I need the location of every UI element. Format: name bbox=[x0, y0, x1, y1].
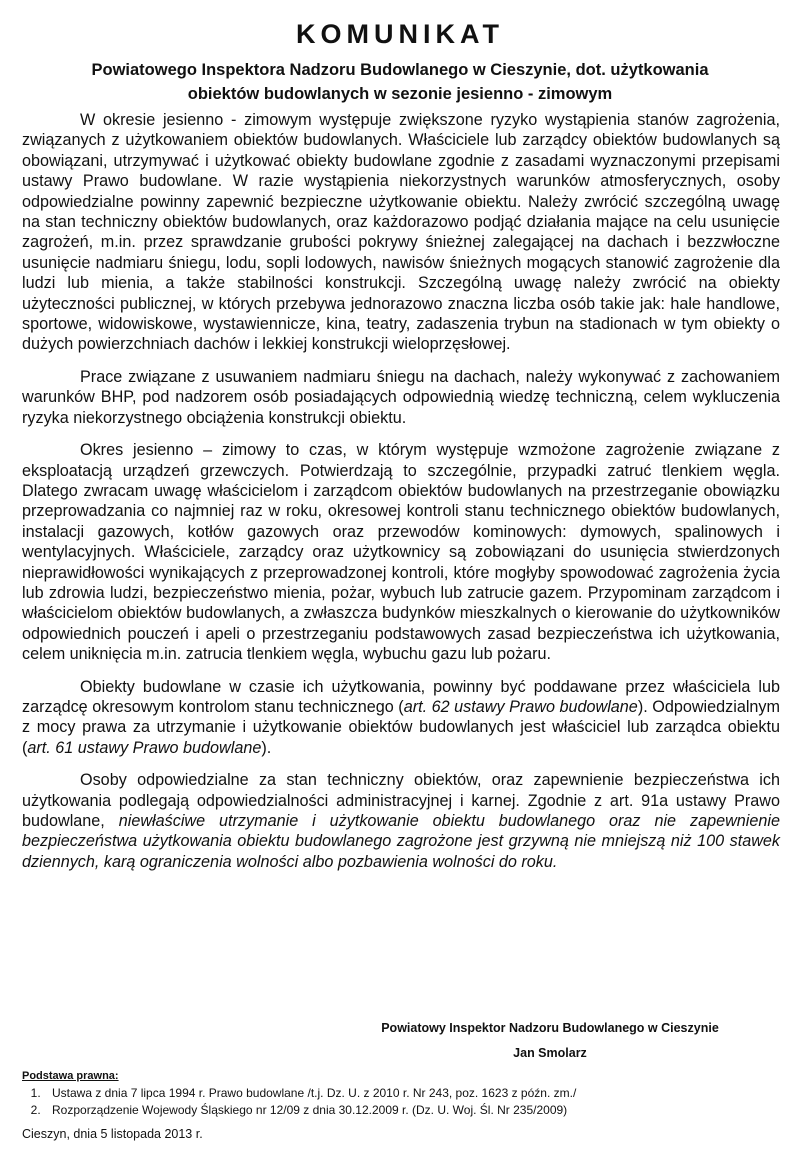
paragraph-4 bbox=[22, 677, 780, 759]
signature-name: Jan Smolarz bbox=[513, 1046, 587, 1060]
paragraph-5-text: Osoby odpowiedzialne za stan techniczny obiektów, oraz zapewnienie bezpieczeństwa ich użytkowania podlegają odpowiedzialności administracyjnej i karnej. Zgodnie z art. 91a ustawy Prawo budowlane, bbox=[22, 771, 780, 830]
legal-basis-title: Podstawa prawna: bbox=[22, 1070, 119, 1082]
paragraph-1: W okresie jesienno - zimowym występuje zwiększone ryzyko wystąpienia stanów zagrożenia, związanych z użytkowaniem obiektów budowlanych. Właściciele lub zarządcy obiektów budowlanych są obowiązani, utrzymywać i użytkować obiekty budowlane zgodnie z zasadami wyznaczonymi przepisami ustawy Prawo budowlane. W razie wystąpienia niekorzystnych warunków atmosferycznych, osoby odpowiedzialne powinny zapewnić bezpieczne użytkowanie obiektu. Należy zwrócić szczególną uwagę na stan techniczny obiektów budowlanych, oraz każdorazowo podjąć działania mające na celu usunięcie zagrożeń, m.in. przez sprawdzanie grubości pokrywy śnieżnej zalegającej na dachach i bezzwłoczne usunięcie nadmiaru śniegu, lodu, sopli lodowych, nawisów śnieżnych mogących stanowić zagrożenie dla ludzi lub mienia, a także stabilności konstrukcji. Szczególną uwagę należy zwrócić na obiekty użyteczności publicznej, w których przebywa jednorazowo znaczna liczba osób takie jak: hale handlowe, sportowe, widowiskowe, wystawiennicze, kina, teatry, zadaszenia trybun na stadionach w tym obiekty o dużych powierzchniach dachów i lekkiej konstrukcji wieloprzęsłowej. bbox=[22, 111, 780, 354]
document-subtitle bbox=[40, 58, 760, 106]
legal-basis-list bbox=[22, 1085, 782, 1119]
paragraph-4-text-b: ). Odpowiedzialnym z mocy prawa za utrzymanie i użytkowanie obiektów budowlanych jest właściciel lub zarządca obiektu ( bbox=[22, 697, 780, 757]
legal-basis-item-1: 1. Ustawa z dnia 7 lipca 1994 r. Prawo budowlane /t.j. Dz. U. z 2010 r. Nr 243, poz. 1623 z późn. zm./ bbox=[44, 1085, 782, 1102]
paragraph-5 bbox=[22, 770, 780, 872]
legal-basis bbox=[22, 1068, 782, 1119]
subtitle-line-2: obiektów budowlanych w sezonie jesienno - zimowym bbox=[187, 85, 613, 103]
signature-office: Powiatowy Inspektor Nadzoru Budowlanego w Cieszynie bbox=[381, 1021, 719, 1035]
paragraph-2: Prace związane z usuwaniem nadmiaru śniegu na dachach, należy wykonywać z zachowaniem warunków BHP, pod nadzorem osób posiadających odpowiednią wiedzę techniczną, celem wykluczenia ryzyka niekorzystnego obciążenia konstrukcji obiektu. bbox=[22, 367, 780, 427]
signature-block bbox=[300, 1016, 800, 1066]
paragraph-4-text-c: ). bbox=[261, 738, 272, 757]
paragraph-4-citation-art-61: art. 61 ustawy Prawo budowlane bbox=[27, 738, 262, 757]
legal-basis-item-2: 2. Rozporządzenie Wojewody Śląskiego nr 12/09 z dnia 30.12.2009 r. (Dz. U. Woj. Śl. Nr 235/2009) bbox=[44, 1102, 782, 1119]
document-title: KOMUNIKAT bbox=[296, 19, 504, 49]
place-date: Cieszyn, dnia 5 listopada 2013 r. bbox=[22, 1127, 203, 1141]
paragraph-3: Okres jesienno – zimowy to czas, w którym występuje wzmożone zagrożenie związane z eksploatacją urządzeń grzewczych. Potwierdzają to szczególnie, przypadki zatruć tlenkiem węgla. Dlatego zwracam uwagę właścicielom i zarządcom obiektów budowlanych na przestrzeganie obowiązku przeprowadzania co najmniej raz w roku, okresowej kontroli stanu technicznego obiektów budowlanych, instalacji gazowych, kotłów gazowych oraz przewodów kominowych: dymowych, spalinowych i wentylacyjnych. Właściciele, zarządcy oraz użytkownicy są zobowiązani do usunięcia stwierdzonych nieprawidłowości wynikających z przeprowadzonej kontroli, które mogłyby spowodować zagrożenia życia lub zdrowia ludzi, bezpieczeństwo mienia, pożar, wybuch lub zatrucie gazem. Przypominam zarządcom i właścicielom obiektów budowlanych, a zwłaszcza budynków mieszkalnych o kierowanie do użytkowników odpowiednich pouczeń i apeli o przestrzeganiu podstawowych zasad bezpieczeństwa ich użytkowania, celem uniknięcia m.in. zatrucia tlenkiem węgla, wybuchu gazu lub pożaru. bbox=[22, 441, 780, 664]
document-body bbox=[22, 110, 780, 884]
paragraph-5-penalty: niewłaściwe utrzymanie i użytkowanie obiektu budowlanego oraz nie zapewnienie bezpieczeństwa użytkowania obiektu budowlanego zagrożone jest grzywną nie mniejszą niż 100 stawek dziennych, karą ograniczenia wolności albo pozbawienia wolności do roku. bbox=[22, 812, 780, 871]
subtitle-line-1: Powiatowego Inspektora Nadzoru Budowlanego w Cieszynie, dot. użytkowania bbox=[91, 61, 709, 79]
paragraph-4-text-a: Obiekty budowlane w czasie ich użytkowania, powinny być poddawane przez właściciela lub zarządcę okresowym kontrolom stanu technicznego ( bbox=[22, 677, 780, 716]
paragraph-4-citation-art-62: art. 62 ustawy Prawo budowlane bbox=[403, 697, 638, 716]
